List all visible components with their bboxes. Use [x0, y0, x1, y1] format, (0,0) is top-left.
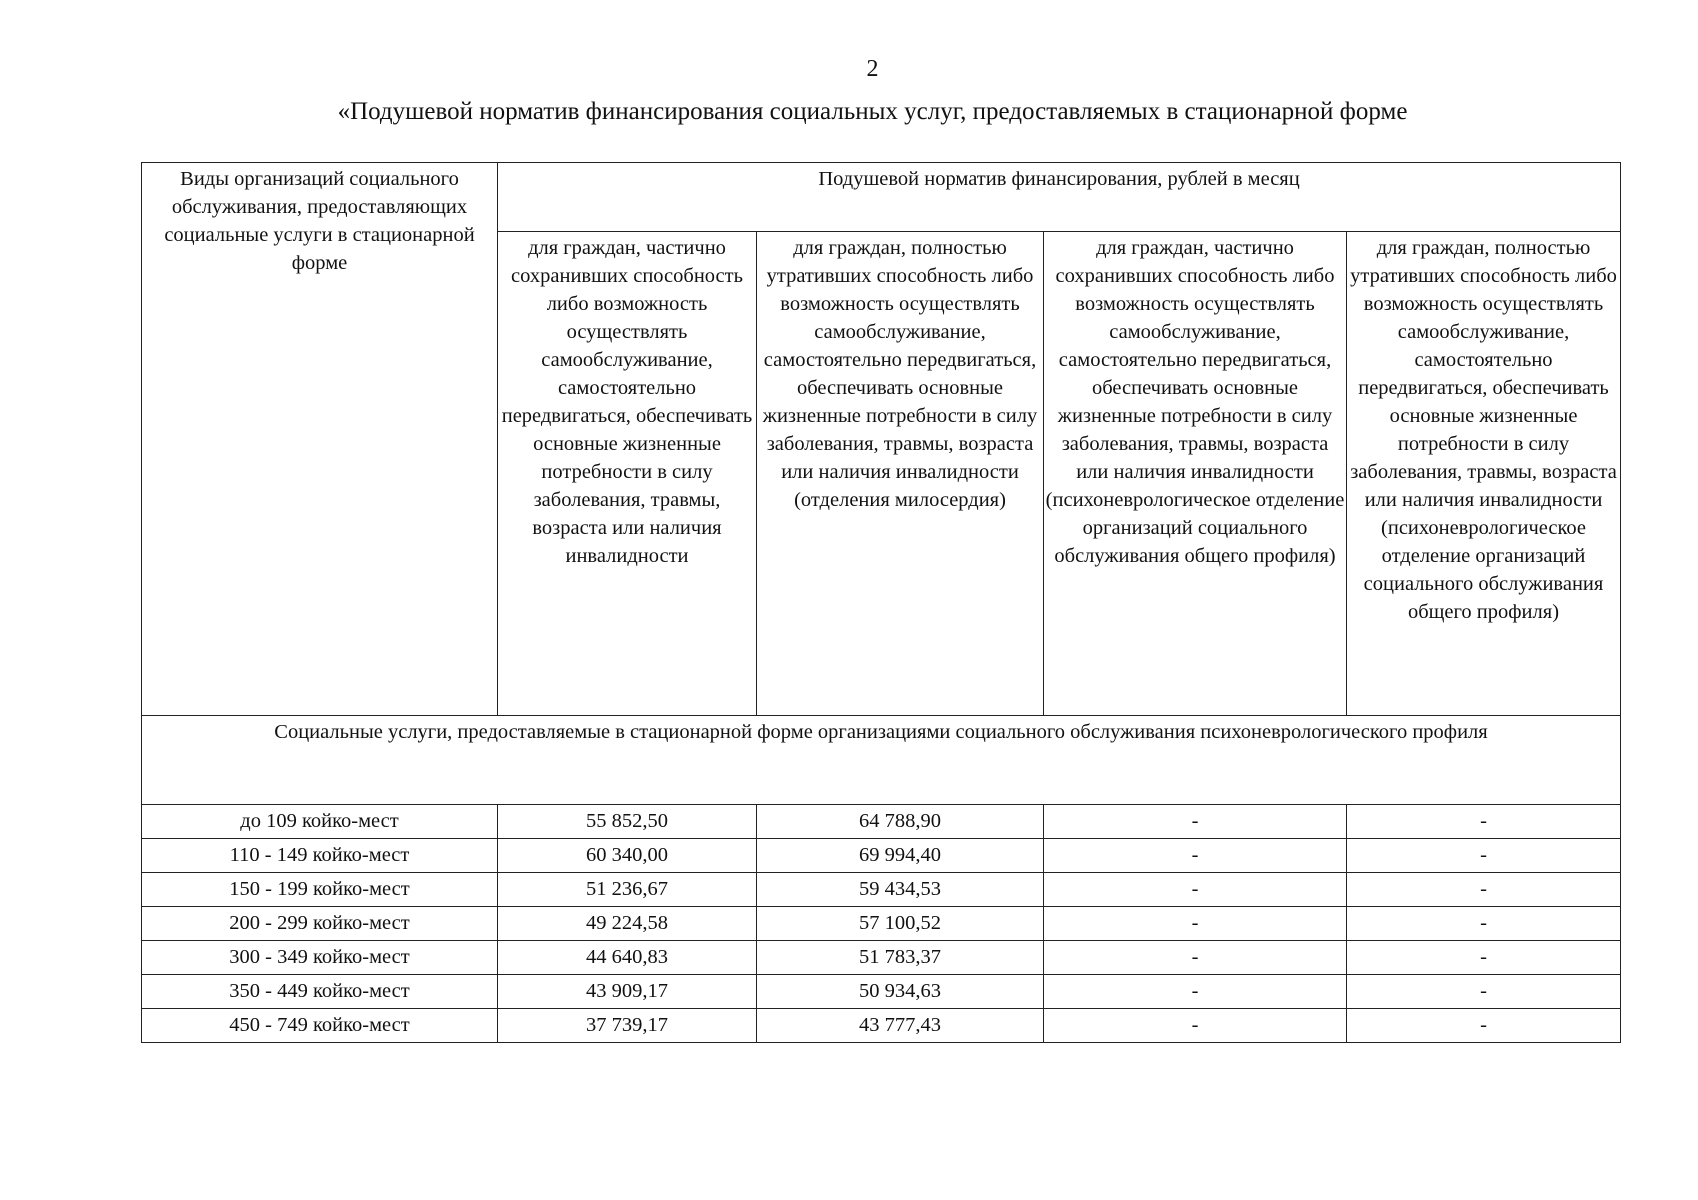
- cell-value: -: [1347, 805, 1621, 839]
- sub-header-full-psycho: для граждан, полностью утративших способность либо возможность осуществлять самообслуживание, самостоятельно передвигаться, обеспечивать основные жизненные потребности в силу заболевания, травмы, возраста или наличия инвалидности (психоневрологическое отделение организаций социального обслуживания общего профиля): [1347, 232, 1621, 716]
- table-row: [142, 873, 1621, 907]
- row-label: 300 - 349 койко-мест: [142, 941, 498, 975]
- cell-value: 43 777,43: [757, 1009, 1044, 1043]
- cell-value: 37 739,17: [498, 1009, 757, 1043]
- cell-value: -: [1044, 839, 1347, 873]
- cell-value: 69 994,40: [757, 839, 1044, 873]
- table-row: [142, 941, 1621, 975]
- sub-header-partial-psycho: для граждан, частично сохранивших способность либо возможность осуществлять самообслуживание, самостоятельно передвигаться, обеспечивать основные жизненные потребности в силу заболевания, травмы, возраста или наличия инвалидности (психоневрологическое отделение организаций социального обслуживания общего профиля): [1044, 232, 1347, 716]
- cell-value: 44 640,83: [498, 941, 757, 975]
- cell-value: -: [1044, 941, 1347, 975]
- page-number: 2: [866, 56, 879, 82]
- row-label: 110 - 149 койко-мест: [142, 839, 498, 873]
- row-label: 150 - 199 койко-мест: [142, 873, 498, 907]
- cell-value: -: [1044, 805, 1347, 839]
- cell-value: -: [1347, 975, 1621, 1009]
- document-title: «Подушевой норматив финансирования социальных услуг, предоставляемых в стационарной форме: [337, 98, 1408, 125]
- cell-value: 55 852,50: [498, 805, 757, 839]
- table-row: [142, 805, 1621, 839]
- cell-value: -: [1044, 873, 1347, 907]
- cell-value: 51 783,37: [757, 941, 1044, 975]
- norm-group-header: Подушевой норматив финансирования, рублей в месяц: [498, 163, 1621, 232]
- cell-value: 50 934,63: [757, 975, 1044, 1009]
- cell-value: -: [1044, 1009, 1347, 1043]
- cell-value: -: [1347, 1009, 1621, 1043]
- org-type-header: Виды организаций социального обслуживания, предоставляющих социальные услуги в стационарной форме: [142, 163, 498, 716]
- row-label: 450 - 749 койко-мест: [142, 1009, 498, 1043]
- table-row: [142, 907, 1621, 941]
- cell-value: 57 100,52: [757, 907, 1044, 941]
- sub-header-partial: для граждан, частично сохранивших способность либо возможность осуществлять самообслуживание, самостоятельно передвигаться, обеспечивать основные жизненные потребности в силу заболевания, травмы, возраста или наличия инвалидности: [498, 232, 757, 716]
- cell-value: -: [1347, 941, 1621, 975]
- section-title: Социальные услуги, предоставляемые в стационарной форме организациями социального обслуживания психоневрологического профиля: [142, 716, 1621, 805]
- cell-value: 49 224,58: [498, 907, 757, 941]
- sub-header-full-mercy: для граждан, полностью утративших способность либо возможность осуществлять самообслуживание, самостоятельно передвигаться, обеспечивать основные жизненные потребности в силу заболевания, травмы, возраста или наличия инвалидности (отделения милосердия): [757, 232, 1044, 716]
- cell-value: 59 434,53: [757, 873, 1044, 907]
- cell-value: 60 340,00: [498, 839, 757, 873]
- table-row: [142, 839, 1621, 873]
- table-row: [142, 975, 1621, 1009]
- table-row: [142, 1009, 1621, 1043]
- row-label: 200 - 299 койко-мест: [142, 907, 498, 941]
- cell-value: -: [1044, 975, 1347, 1009]
- row-label: до 109 койко-мест: [142, 805, 498, 839]
- cell-value: -: [1347, 839, 1621, 873]
- cell-value: -: [1347, 873, 1621, 907]
- cell-value: -: [1347, 907, 1621, 941]
- cell-value: 64 788,90: [757, 805, 1044, 839]
- financing-norm-table: [141, 162, 1621, 1043]
- row-label: 350 - 449 койко-мест: [142, 975, 498, 1009]
- cell-value: 51 236,67: [498, 873, 757, 907]
- cell-value: 43 909,17: [498, 975, 757, 1009]
- cell-value: -: [1044, 907, 1347, 941]
